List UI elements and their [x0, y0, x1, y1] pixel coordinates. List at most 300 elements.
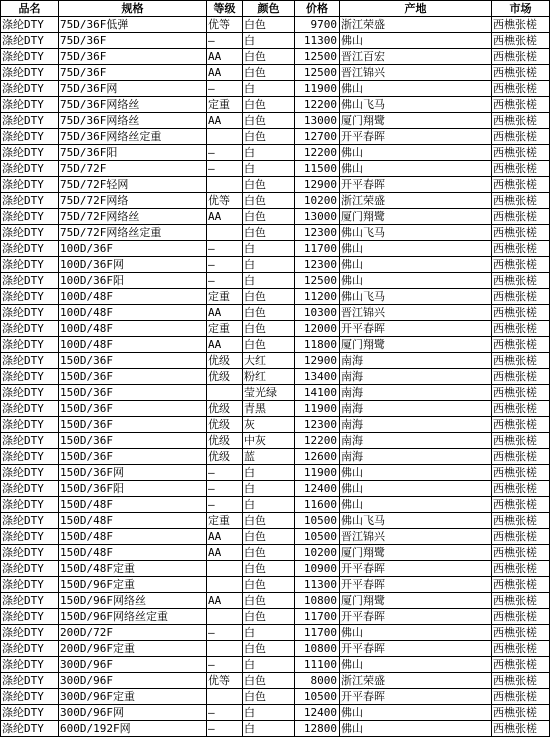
cell-origin: 南海: [340, 417, 492, 433]
cell-price: 12900: [295, 177, 340, 193]
cell-product-name: 涤纶DTY: [1, 721, 59, 737]
cell-product-name: 涤纶DTY: [1, 625, 59, 641]
cell-origin: 开平春晖: [340, 689, 492, 705]
cell-grade: —: [207, 625, 243, 641]
cell-spec: 150D/36F: [59, 417, 207, 433]
cell-origin: 开平春晖: [340, 177, 492, 193]
cell-spec: 300D/96F定重: [59, 689, 207, 705]
cell-origin: 开平春晖: [340, 561, 492, 577]
cell-spec: 75D/36F网: [59, 81, 207, 97]
cell-grade: AA: [207, 113, 243, 129]
cell-spec: 75D/72F网络: [59, 193, 207, 209]
table-row: [1, 497, 550, 513]
cell-grade: —: [207, 657, 243, 673]
cell-color: 白色: [243, 513, 295, 529]
table-row: [1, 481, 550, 497]
cell-grade: 优级: [207, 433, 243, 449]
table-row: [1, 17, 550, 33]
table-row: [1, 721, 550, 737]
cell-origin: 佛山: [340, 625, 492, 641]
cell-grade: [207, 609, 243, 625]
cell-product-name: 涤纶DTY: [1, 353, 59, 369]
table-row: [1, 385, 550, 401]
cell-grade: AA: [207, 593, 243, 609]
cell-spec: 75D/36F: [59, 49, 207, 65]
header-grade: 等级: [207, 1, 243, 17]
cell-spec: 100D/36F阳: [59, 273, 207, 289]
cell-price: 12700: [295, 129, 340, 145]
cell-price: 13400: [295, 369, 340, 385]
cell-color: 白色: [243, 113, 295, 129]
header-color: 颜色: [243, 1, 295, 17]
cell-market: 西樵张槎: [492, 417, 550, 433]
cell-market: 西樵张槎: [492, 321, 550, 337]
cell-color: 白色: [243, 193, 295, 209]
cell-color: 白色: [243, 129, 295, 145]
cell-price: 12200: [295, 433, 340, 449]
table-row: [1, 609, 550, 625]
cell-spec: 150D/48F: [59, 497, 207, 513]
cell-origin: 开平春晖: [340, 577, 492, 593]
cell-product-name: 涤纶DTY: [1, 401, 59, 417]
cell-product-name: 涤纶DTY: [1, 145, 59, 161]
table-row: [1, 209, 550, 225]
cell-market: 西樵张槎: [492, 273, 550, 289]
cell-grade: AA: [207, 65, 243, 81]
table-row: [1, 673, 550, 689]
cell-spec: 75D/72F网络丝: [59, 209, 207, 225]
cell-product-name: 涤纶DTY: [1, 65, 59, 81]
cell-market: 西樵张槎: [492, 81, 550, 97]
cell-product-name: 涤纶DTY: [1, 385, 59, 401]
cell-origin: 佛山: [340, 81, 492, 97]
table-row: [1, 97, 550, 113]
cell-origin: 南海: [340, 369, 492, 385]
cell-price: 12500: [295, 273, 340, 289]
table-row: [1, 369, 550, 385]
cell-spec: 75D/72F: [59, 161, 207, 177]
table-row: [1, 705, 550, 721]
cell-spec: 200D/72F: [59, 625, 207, 641]
cell-spec: 100D/48F: [59, 289, 207, 305]
table-row: [1, 257, 550, 273]
cell-market: 西樵张槎: [492, 161, 550, 177]
cell-color: 白色: [243, 593, 295, 609]
table-row: [1, 193, 550, 209]
table-row: [1, 81, 550, 97]
cell-grade: AA: [207, 529, 243, 545]
cell-color: 白色: [243, 17, 295, 33]
cell-market: 西樵张槎: [492, 705, 550, 721]
cell-price: 11300: [295, 33, 340, 49]
cell-origin: 晋江锦兴: [340, 305, 492, 321]
cell-origin: 佛山: [340, 33, 492, 49]
cell-origin: 佛山: [340, 465, 492, 481]
cell-product-name: 涤纶DTY: [1, 417, 59, 433]
table-row: [1, 129, 550, 145]
cell-price: 12500: [295, 65, 340, 81]
cell-origin: 佛山: [340, 241, 492, 257]
table-row: [1, 65, 550, 81]
cell-origin: 南海: [340, 385, 492, 401]
cell-market: 西樵张槎: [492, 17, 550, 33]
cell-color: 白: [243, 81, 295, 97]
cell-color: 白色: [243, 49, 295, 65]
cell-product-name: 涤纶DTY: [1, 49, 59, 65]
cell-origin: 佛山: [340, 657, 492, 673]
cell-product-name: 涤纶DTY: [1, 257, 59, 273]
cell-origin: 佛山: [340, 257, 492, 273]
cell-grade: —: [207, 273, 243, 289]
cell-product-name: 涤纶DTY: [1, 17, 59, 33]
cell-price: 12900: [295, 353, 340, 369]
cell-product-name: 涤纶DTY: [1, 497, 59, 513]
cell-color: 白色: [243, 673, 295, 689]
cell-origin: 南海: [340, 401, 492, 417]
cell-market: 西樵张槎: [492, 449, 550, 465]
cell-color: 大红: [243, 353, 295, 369]
cell-origin: 开平春晖: [340, 129, 492, 145]
cell-product-name: 涤纶DTY: [1, 225, 59, 241]
cell-price: 10800: [295, 641, 340, 657]
cell-origin: 佛山: [340, 721, 492, 737]
cell-color: 白: [243, 241, 295, 257]
cell-origin: 佛山: [340, 481, 492, 497]
cell-spec: 300D/96F网: [59, 705, 207, 721]
cell-price: 12600: [295, 449, 340, 465]
table-row: [1, 529, 550, 545]
cell-color: 白色: [243, 97, 295, 113]
cell-market: 西樵张槎: [492, 481, 550, 497]
cell-price: 13000: [295, 113, 340, 129]
cell-origin: 浙江荣盛: [340, 673, 492, 689]
cell-market: 西樵张槎: [492, 305, 550, 321]
table-row: [1, 353, 550, 369]
cell-color: 白: [243, 465, 295, 481]
header-spec: 规格: [59, 1, 207, 17]
table-row: [1, 433, 550, 449]
cell-origin: 佛山: [340, 497, 492, 513]
cell-market: 西樵张槎: [492, 577, 550, 593]
cell-origin: 厦门翔鹭: [340, 113, 492, 129]
cell-product-name: 涤纶DTY: [1, 641, 59, 657]
cell-spec: 100D/48F: [59, 337, 207, 353]
cell-grade: —: [207, 497, 243, 513]
table-row: [1, 305, 550, 321]
cell-market: 西樵张槎: [492, 209, 550, 225]
cell-market: 西樵张槎: [492, 257, 550, 273]
cell-product-name: 涤纶DTY: [1, 337, 59, 353]
cell-origin: 晋江锦兴: [340, 529, 492, 545]
cell-grade: —: [207, 81, 243, 97]
cell-product-name: 涤纶DTY: [1, 97, 59, 113]
cell-market: 西樵张槎: [492, 513, 550, 529]
cell-product-name: 涤纶DTY: [1, 577, 59, 593]
cell-spec: 75D/36F低弹: [59, 17, 207, 33]
cell-market: 西樵张槎: [492, 673, 550, 689]
cell-price: 11200: [295, 289, 340, 305]
cell-product-name: 涤纶DTY: [1, 193, 59, 209]
table-body: [1, 17, 550, 737]
cell-origin: 开平春晖: [340, 321, 492, 337]
cell-grade: [207, 177, 243, 193]
cell-grade: 优级: [207, 369, 243, 385]
cell-price: 12400: [295, 705, 340, 721]
cell-spec: 150D/48F: [59, 545, 207, 561]
cell-spec: 75D/72F轻网: [59, 177, 207, 193]
cell-product-name: 涤纶DTY: [1, 81, 59, 97]
cell-grade: [207, 385, 243, 401]
cell-product-name: 涤纶DTY: [1, 529, 59, 545]
cell-grade: 优等: [207, 193, 243, 209]
cell-origin: 晋江百宏: [340, 49, 492, 65]
cell-market: 西樵张槎: [492, 113, 550, 129]
cell-color: 白色: [243, 225, 295, 241]
cell-grade: [207, 129, 243, 145]
table-row: [1, 337, 550, 353]
cell-market: 西樵张槎: [492, 689, 550, 705]
cell-color: 白: [243, 481, 295, 497]
table-row: [1, 49, 550, 65]
cell-market: 西樵张槎: [492, 65, 550, 81]
cell-origin: 南海: [340, 353, 492, 369]
cell-product-name: 涤纶DTY: [1, 33, 59, 49]
cell-spec: 100D/48F: [59, 321, 207, 337]
cell-market: 西樵张槎: [492, 337, 550, 353]
cell-market: 西樵张槎: [492, 353, 550, 369]
cell-market: 西樵张槎: [492, 401, 550, 417]
cell-price: 12000: [295, 321, 340, 337]
cell-color: 白色: [243, 209, 295, 225]
cell-grade: —: [207, 161, 243, 177]
cell-grade: 优等: [207, 17, 243, 33]
cell-grade: —: [207, 721, 243, 737]
cell-product-name: 涤纶DTY: [1, 609, 59, 625]
cell-origin: 南海: [340, 433, 492, 449]
cell-spec: 150D/36F网: [59, 465, 207, 481]
cell-price: 9700: [295, 17, 340, 33]
cell-color: 白色: [243, 689, 295, 705]
cell-spec: 100D/36F网: [59, 257, 207, 273]
cell-spec: 75D/36F阳: [59, 145, 207, 161]
cell-grade: 定重: [207, 97, 243, 113]
cell-grade: [207, 225, 243, 241]
cell-price: 11300: [295, 577, 340, 593]
cell-product-name: 涤纶DTY: [1, 513, 59, 529]
cell-spec: 150D/48F: [59, 529, 207, 545]
table-row: [1, 273, 550, 289]
cell-grade: 定重: [207, 513, 243, 529]
table-row: [1, 241, 550, 257]
cell-price: 12200: [295, 145, 340, 161]
cell-grade: AA: [207, 545, 243, 561]
table-row: [1, 545, 550, 561]
cell-origin: 佛山: [340, 705, 492, 721]
cell-color: 白色: [243, 289, 295, 305]
cell-product-name: 涤纶DTY: [1, 305, 59, 321]
cell-origin: 厦门翔鹭: [340, 545, 492, 561]
table-row: [1, 625, 550, 641]
cell-spec: 75D/72F网络丝定重: [59, 225, 207, 241]
cell-color: 白: [243, 497, 295, 513]
cell-price: 11700: [295, 609, 340, 625]
cell-market: 西樵张槎: [492, 721, 550, 737]
table-row: [1, 321, 550, 337]
cell-price: 12800: [295, 721, 340, 737]
cell-spec: 150D/36F: [59, 401, 207, 417]
cell-grade: 定重: [207, 321, 243, 337]
cell-spec: 100D/48F: [59, 305, 207, 321]
cell-spec: 75D/36F网络丝: [59, 97, 207, 113]
cell-price: 11900: [295, 465, 340, 481]
cell-color: 白色: [243, 65, 295, 81]
cell-product-name: 涤纶DTY: [1, 241, 59, 257]
cell-market: 西樵张槎: [492, 241, 550, 257]
cell-color: 白: [243, 625, 295, 641]
cell-grade: AA: [207, 337, 243, 353]
cell-grade: 优等: [207, 673, 243, 689]
cell-price: 10800: [295, 593, 340, 609]
cell-price: 11500: [295, 161, 340, 177]
cell-market: 西樵张槎: [492, 177, 550, 193]
cell-spec: 150D/96F定重: [59, 577, 207, 593]
cell-price: 8000: [295, 673, 340, 689]
cell-product-name: 涤纶DTY: [1, 689, 59, 705]
cell-grade: 优级: [207, 353, 243, 369]
cell-market: 西樵张槎: [492, 385, 550, 401]
table-row: [1, 289, 550, 305]
cell-market: 西樵张槎: [492, 33, 550, 49]
cell-product-name: 涤纶DTY: [1, 561, 59, 577]
cell-spec: 150D/96F网络丝定重: [59, 609, 207, 625]
cell-grade: —: [207, 241, 243, 257]
cell-spec: 600D/192F网: [59, 721, 207, 737]
cell-price: 11900: [295, 401, 340, 417]
header-origin: 产地: [340, 1, 492, 17]
table-row: [1, 177, 550, 193]
cell-color: 白色: [243, 609, 295, 625]
cell-market: 西樵张槎: [492, 625, 550, 641]
table-row: [1, 33, 550, 49]
cell-origin: 佛山: [340, 145, 492, 161]
cell-spec: 300D/96F: [59, 673, 207, 689]
cell-market: 西樵张槎: [492, 497, 550, 513]
cell-origin: 浙江荣盛: [340, 17, 492, 33]
header-product-name: 品名: [1, 1, 59, 17]
cell-origin: 浙江荣盛: [340, 193, 492, 209]
table-row: [1, 113, 550, 129]
cell-color: 白色: [243, 561, 295, 577]
cell-market: 西樵张槎: [492, 145, 550, 161]
cell-grade: —: [207, 481, 243, 497]
cell-origin: 开平春晖: [340, 609, 492, 625]
cell-market: 西樵张槎: [492, 529, 550, 545]
cell-spec: 150D/36F: [59, 433, 207, 449]
cell-spec: 100D/36F: [59, 241, 207, 257]
cell-color: 白: [243, 273, 295, 289]
cell-color: 中灰: [243, 433, 295, 449]
cell-color: 白色: [243, 577, 295, 593]
cell-price: 12300: [295, 257, 340, 273]
cell-spec: 300D/96F: [59, 657, 207, 673]
cell-price: 11900: [295, 81, 340, 97]
table-row: [1, 513, 550, 529]
cell-market: 西樵张槎: [492, 225, 550, 241]
cell-market: 西樵张槎: [492, 465, 550, 481]
cell-market: 西樵张槎: [492, 433, 550, 449]
cell-origin: 开平春晖: [340, 641, 492, 657]
cell-price: 14100: [295, 385, 340, 401]
cell-color: 白: [243, 257, 295, 273]
cell-product-name: 涤纶DTY: [1, 657, 59, 673]
cell-grade: [207, 577, 243, 593]
table-row: [1, 641, 550, 657]
cell-origin: 佛山飞马: [340, 225, 492, 241]
cell-color: 白色: [243, 337, 295, 353]
cell-grade: [207, 689, 243, 705]
cell-spec: 200D/96F定重: [59, 641, 207, 657]
cell-origin: 南海: [340, 449, 492, 465]
cell-grade: AA: [207, 305, 243, 321]
cell-origin: 佛山: [340, 273, 492, 289]
cell-spec: 150D/36F: [59, 385, 207, 401]
cell-color: 白色: [243, 641, 295, 657]
cell-color: 白色: [243, 321, 295, 337]
cell-product-name: 涤纶DTY: [1, 129, 59, 145]
cell-color: 白色: [243, 545, 295, 561]
cell-price: 11100: [295, 657, 340, 673]
cell-price: 10200: [295, 545, 340, 561]
cell-market: 西樵张槎: [492, 97, 550, 113]
cell-color: 莹光绿: [243, 385, 295, 401]
cell-color: 白: [243, 657, 295, 673]
cell-product-name: 涤纶DTY: [1, 273, 59, 289]
cell-color: 白: [243, 161, 295, 177]
cell-price: 12500: [295, 49, 340, 65]
cell-market: 西樵张槎: [492, 193, 550, 209]
cell-price: 10500: [295, 529, 340, 545]
cell-spec: 75D/36F: [59, 33, 207, 49]
header-market: 市场: [492, 1, 550, 17]
cell-market: 西樵张槎: [492, 657, 550, 673]
cell-spec: 150D/36F: [59, 353, 207, 369]
cell-grade: —: [207, 465, 243, 481]
cell-spec: 150D/96F网络丝: [59, 593, 207, 609]
table-row: [1, 689, 550, 705]
cell-grade: 优级: [207, 449, 243, 465]
cell-product-name: 涤纶DTY: [1, 673, 59, 689]
cell-product-name: 涤纶DTY: [1, 449, 59, 465]
cell-market: 西樵张槎: [492, 545, 550, 561]
cell-color: 粉红: [243, 369, 295, 385]
table-row: [1, 593, 550, 609]
cell-color: 青黑: [243, 401, 295, 417]
cell-color: 白: [243, 145, 295, 161]
cell-product-name: 涤纶DTY: [1, 369, 59, 385]
cell-price: 10900: [295, 561, 340, 577]
cell-origin: 厦门翔鹭: [340, 209, 492, 225]
cell-color: 白色: [243, 305, 295, 321]
cell-grade: —: [207, 257, 243, 273]
cell-product-name: 涤纶DTY: [1, 113, 59, 129]
cell-product-name: 涤纶DTY: [1, 289, 59, 305]
cell-grade: [207, 641, 243, 657]
cell-product-name: 涤纶DTY: [1, 161, 59, 177]
cell-price: 10300: [295, 305, 340, 321]
cell-spec: 75D/36F: [59, 65, 207, 81]
cell-color: 白: [243, 33, 295, 49]
cell-market: 西樵张槎: [492, 641, 550, 657]
